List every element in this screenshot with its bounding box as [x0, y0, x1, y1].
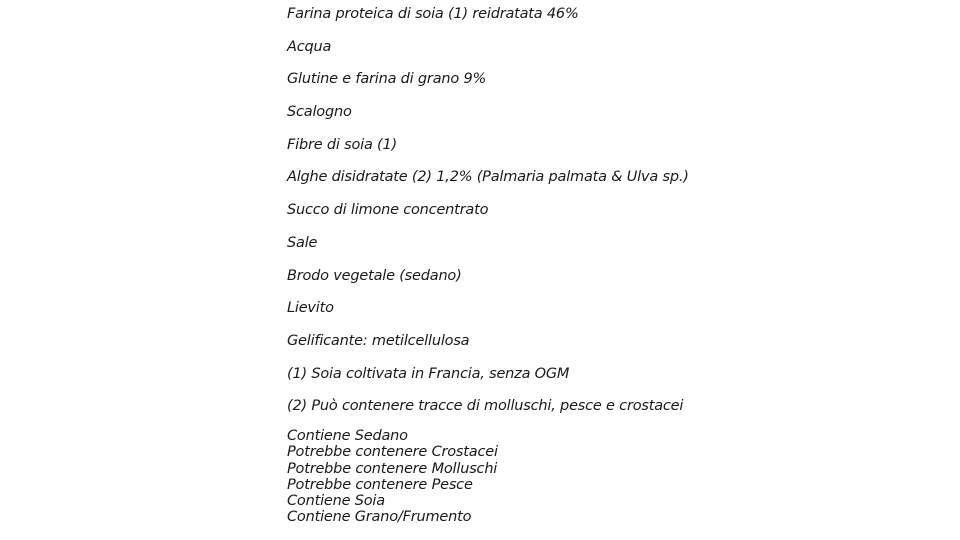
allergen-item: Potrebbe contenere Crostacei [287, 444, 498, 461]
footnote-item: (2) Può contenere tracce di molluschi, pesce e crostacei [287, 398, 684, 415]
ingredient-item: Farina proteica di soia (1) reidratata 46% [287, 6, 579, 22]
ingredient-item: Alghe disidratate (2) 1,2% (Palmaria palmata & Ulva sp.) [287, 169, 689, 186]
ingredient-item: Sale [287, 234, 318, 251]
allergen-item: Contiene Grano/Frumento [287, 509, 472, 526]
ingredients-list [287, 4, 689, 429]
ingredient-item: Gelificante: metilcellulosa [287, 332, 470, 349]
allergens-list [287, 428, 498, 526]
ingredient-item: Acqua [287, 38, 332, 55]
ingredient-item: Glutine e farina di grano 9% [287, 71, 487, 88]
ingredient-item: Scalogno [287, 104, 352, 121]
allergen-item: Potrebbe contenere Molluschi [287, 460, 498, 477]
allergen-item: Contiene Soia [287, 493, 385, 510]
ingredient-item: Fibre di soia (1) [287, 136, 397, 153]
footnote-item: (1) Soia coltivata in Francia, senza OGM [287, 365, 570, 382]
allergen-item: Potrebbe contenere Pesce [287, 476, 473, 493]
ingredient-item: Brodo vegetale (sedano) [287, 267, 462, 284]
ingredient-item: Succo di limone concentrato [287, 202, 489, 219]
allergen-item: Contiene Sedano [287, 428, 408, 444]
ingredient-item: Lievito [287, 300, 334, 317]
